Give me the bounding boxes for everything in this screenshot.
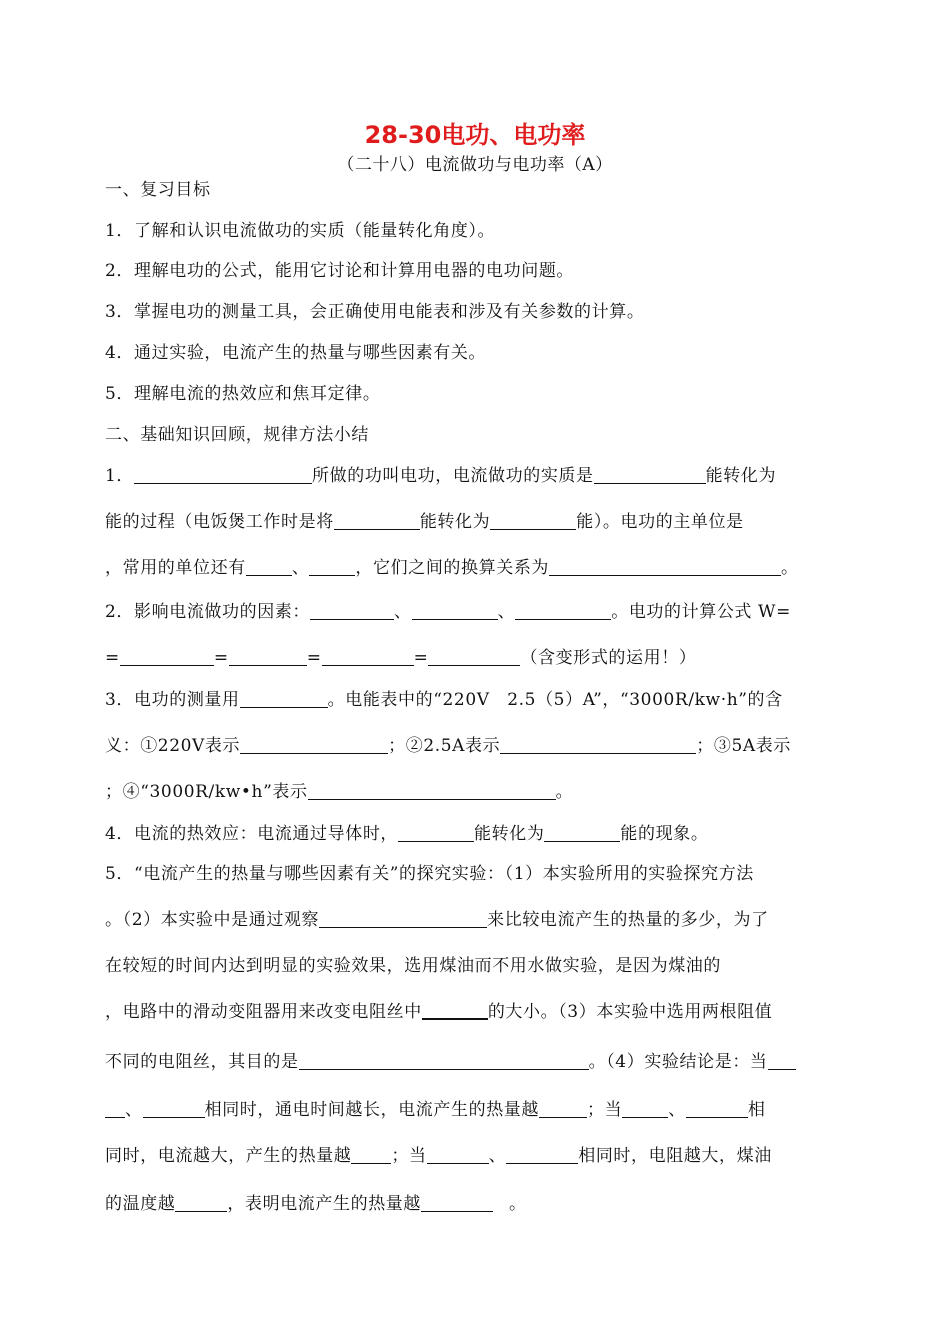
goal-item-2: 2．理解电功的公式，能用它讨论和计算用电器的电功问题。 [105,261,575,281]
blank[interactable] [421,1195,493,1212]
q5-line-5 [105,1050,850,1074]
q5-text: 同时，电流越大，产生的热量越 [105,1146,352,1166]
q1-text: 所做的功叫电功，电流做功的实质是 [312,466,594,486]
q5-text: 的大小。（3）本实验中选用两根阻值 [487,1002,773,1022]
blank[interactable] [105,1101,125,1118]
q3-line-1 [105,688,850,712]
goal-item-3: 3．掌握电功的测量工具，会正确使用电能表和涉及有关参数的计算。 [105,302,645,322]
q5-text: 相同时，电阻越大，煤油 [578,1146,772,1166]
q1-text: 能）。电功的主单位是 [576,512,744,532]
blank[interactable] [428,649,520,666]
q5-line-1: 5．“电流产生的热量与哪些因素有关”的探究实验：（1）本实验所用的实验探究方法 [105,864,754,884]
q1-text: 。 [781,558,799,578]
q3-text: 。 [555,782,574,802]
q1-text: 能转化为 [705,466,777,486]
blank[interactable] [398,825,474,842]
q5-line-4 [105,1000,850,1024]
blank[interactable] [500,737,696,754]
blank[interactable] [412,603,498,620]
q1-text: 能转化为 [419,512,491,532]
q5-text: 、 [125,1100,143,1120]
blank[interactable] [134,467,312,484]
goal-item-4: 4．通过实验，电流产生的热量与哪些因素有关。 [105,343,487,363]
q2-text: 2．影响电流做功的因素： [105,602,311,622]
q5-text: 、 [668,1100,686,1120]
blank[interactable] [319,911,487,928]
q5-line-6 [105,1098,850,1122]
q2-text: 、 [394,602,412,622]
blank[interactable] [515,603,611,620]
page-title: 28-30电功、电功率 [364,121,586,149]
q5-text: 的温度越 [105,1194,176,1214]
q5-line-2 [105,908,850,932]
q1-line-3 [105,556,850,580]
q4-text: 4．电流的热效应：电流通过导体时， [105,824,399,844]
blank[interactable] [686,1101,748,1118]
q5-text: ；当 [587,1100,623,1120]
q1-line-2 [105,510,850,534]
blank[interactable] [594,467,706,484]
goal-item-1: 1．了解和认识电流做功的实质（能量转化角度）。 [105,221,496,241]
blank[interactable] [422,1002,488,1020]
q3-text: ；③5A表示 [696,736,791,756]
q2-text: = [213,648,229,668]
q4-line [105,822,850,846]
q5-text: 。 [509,1194,527,1214]
blank[interactable] [322,649,414,666]
blank[interactable] [622,1101,668,1118]
q5-line-8 [105,1192,850,1216]
q1-text: 能的过程（电饭煲工作时是将 [105,512,334,532]
q5-text: 、 [488,1146,507,1166]
page-subtitle: （二十八）电流做功与电功率（A） [337,155,613,175]
q4-text: 能的现象。 [620,824,709,844]
q5-text: 相同时，通电时间越长，电流产生的热量越 [204,1100,540,1120]
blank[interactable] [334,513,420,530]
blank[interactable] [175,1195,227,1212]
q3-text: ；④“3000R/kw•h”表示 [105,782,308,802]
blank[interactable] [351,1147,391,1164]
q1-text: 、 [291,558,310,578]
blank[interactable] [120,649,214,666]
q2-text: （含变形式的运用！） [520,648,697,668]
blank[interactable] [539,1101,587,1118]
q1-number: 1． [105,466,135,486]
blank[interactable] [310,603,394,620]
q2-line-1 [105,600,850,624]
blank[interactable] [308,783,556,800]
section2-heading: 二、基础知识回顾，规律方法小结 [105,425,369,445]
q5-line-7 [105,1144,850,1168]
q3-text: ；②2.5A表示 [388,736,501,756]
blank[interactable] [143,1101,205,1118]
section1-heading: 一、复习目标 [105,180,211,200]
q3-text: 义：①220V表示 [105,736,241,756]
blank[interactable] [768,1053,796,1070]
q3-line-3 [105,780,850,804]
q2-text: = [306,648,322,668]
q2-text: = [105,648,120,668]
q3-line-2 [105,734,850,758]
q5-text: 来比较电流产生的热量的多少，为了 [487,910,769,930]
q1-text: ，常用的单位还有 [105,558,246,578]
blank[interactable] [299,1053,589,1070]
q2-text: 、 [497,602,516,622]
q2-line-2 [105,646,850,670]
q5-line-3: 在较短的时间内达到明显的实验效果，选用煤油而不用水做实验，是因为煤油的 [105,956,721,976]
blank[interactable] [427,1147,489,1164]
q5-text: 。（2）本实验中是通过观察 [105,910,320,930]
blank[interactable] [549,559,781,576]
q5-text: 不同的电阻丝，其目的是 [105,1052,299,1072]
q5-text: 相 [747,1100,766,1120]
blank[interactable] [490,513,576,530]
blank[interactable] [506,1147,578,1164]
blank[interactable] [246,559,292,576]
q3-text: 3．电功的测量用 [105,690,240,710]
q5-text: ，表明电流产生的热量越 [227,1194,422,1214]
q4-text: 能转化为 [474,824,545,844]
q2-text: = [413,648,429,668]
q5-text: 。（4）实验结论是：当 [588,1052,768,1072]
blank[interactable] [240,737,388,754]
q5-text: ；当 [391,1146,427,1166]
q1-text: ，它们之间的换算关系为 [355,558,550,578]
goal-item-5: 5．理解电流的热效应和焦耳定律。 [105,384,381,404]
blank[interactable] [240,691,328,708]
blank[interactable] [309,559,355,576]
q5-text: ，电路中的滑动变阻器用来改变电阻丝中 [105,1002,422,1022]
blank[interactable] [229,649,307,666]
q3-text: 。电能表中的“220V 2.5（5）A”，“3000R/kw·h”的含 [327,690,783,710]
q2-text: 。电功的计算公式 W= [611,602,791,622]
q1-line-1 [105,464,850,488]
blank[interactable] [544,825,620,842]
